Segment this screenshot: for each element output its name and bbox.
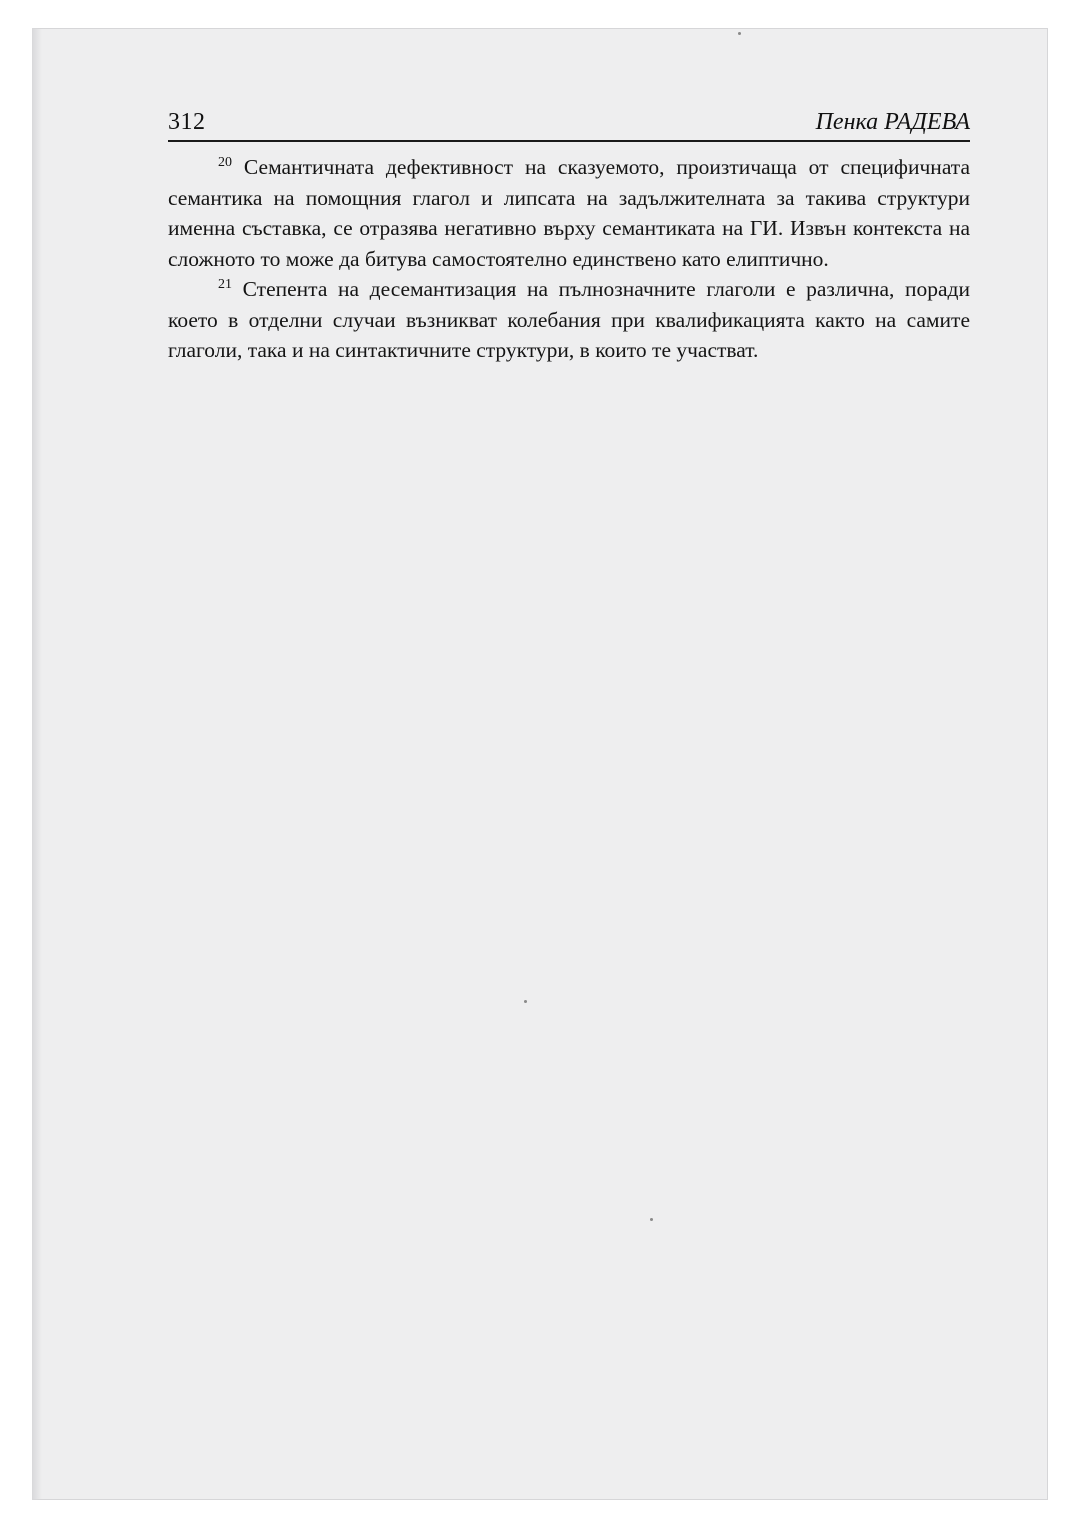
speck-mark: [650, 1218, 653, 1221]
bleed-through-lines: [168, 420, 970, 448]
speck-mark: [738, 32, 741, 35]
page-gutter-shadow: [32, 28, 42, 1500]
footnote-number: 21: [218, 277, 232, 292]
footnote-20: [168, 152, 970, 274]
page-header: [168, 104, 970, 142]
footnote-text: Семантичната дефективност на сказуемото, произтичаща от специфичната семантика на помощния глагол и липсата на задължителната за такива структури именна съставка, се отразява негативно върху семантиката на ГИ. Извън контекста на сложното то може да битува самостоятелно единствено като елиптично.: [168, 155, 971, 271]
footnote-21: [168, 274, 970, 366]
footnote-text: Степента на десемантизация на пълнозначните глаголи е различна, поради което в отделни случаи възникват колебания при квалификацията както на самите глаголи, така и на синтактичните структури, в които те участват.: [168, 277, 970, 362]
running-head: Пенка РАДЕВА: [815, 109, 970, 135]
speck-mark: [524, 1000, 527, 1003]
footnote-number: 20: [218, 155, 232, 170]
footnotes-section: [168, 152, 970, 366]
page-number: 312: [168, 109, 206, 135]
